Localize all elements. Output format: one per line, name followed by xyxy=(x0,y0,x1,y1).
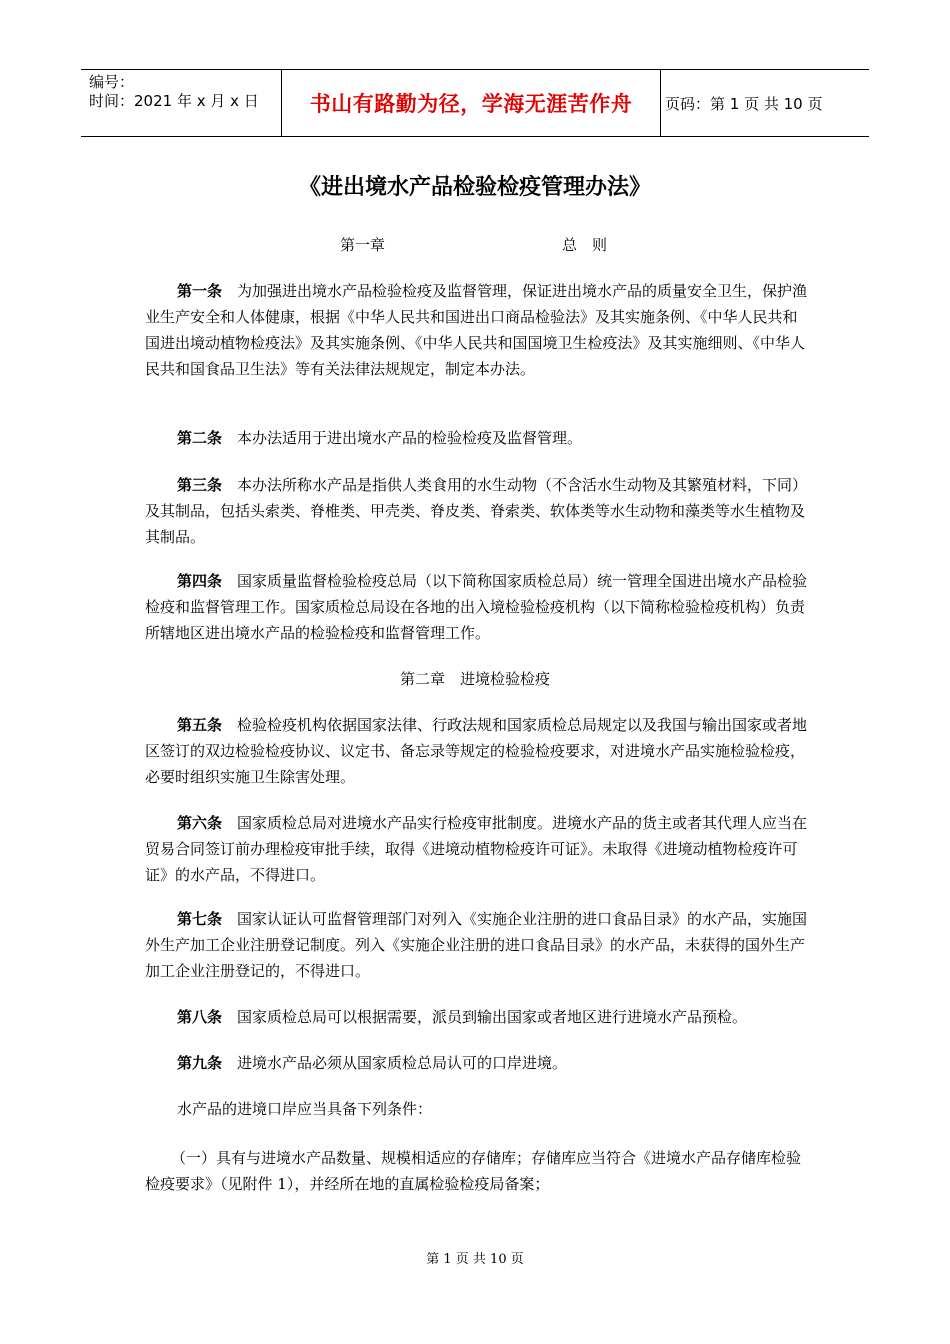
time-label: 时间：2021 年 x 月 x 日 xyxy=(89,92,259,110)
article-label: 第二条 xyxy=(177,429,223,447)
article-1 xyxy=(145,278,810,382)
header-page-info: 页码：第 1 页 共 10 页 xyxy=(665,94,823,113)
article-label: 第八条 xyxy=(177,1008,223,1026)
port-conditions-intro xyxy=(145,1096,810,1122)
article-text: 检验检疫机构依据国家法律、行政法规和国家质检总局规定以及我国与输出国家或者地区签订的双边检验检疫协议、议定书、备忘录等规定的检验检疫要求，对进境水产品实施检验检疫，必要时组织实施卫生除害处理。 xyxy=(145,716,808,786)
header-meta xyxy=(81,70,281,136)
article-3 xyxy=(145,472,810,550)
article-label: 第五条 xyxy=(177,716,223,734)
condition-1-text: （一）具有与进境水产品数量、规模相适应的存储库；存储库应当符合《进境水产品存储库检验检疫要求》（见附件 1），并经所在地的直属检验检疫局备案； xyxy=(145,1149,802,1193)
chapter2-heading: 第二章 进境检验检疫 xyxy=(399,670,550,688)
article-9 xyxy=(145,1050,810,1076)
article-label: 第九条 xyxy=(177,1054,223,1072)
article-2 xyxy=(145,425,810,451)
article-label: 第六条 xyxy=(177,814,223,832)
article-7 xyxy=(145,906,810,984)
number-label: 编号： xyxy=(89,73,135,91)
condition-1 xyxy=(145,1145,810,1197)
article-label: 第一条 xyxy=(177,282,223,300)
article-text: 为加强进出境水产品检验检疫及监督管理，保证进出境水产品的质量安全卫生，保护渔业生产安全和人体健康，根据《中华人民共和国进出口商品检验法》及其实施条例、《中华人民共和国进出境动植物检疫法》及其实施条例、《中华人民共和国国境卫生检疫法》及其实施细则、《中华人民共和国食品卫生法》等有关法律法规规定，制定本办法。 xyxy=(145,282,808,378)
page-footer: 第 1 页 共 10 页 xyxy=(426,1252,524,1267)
article-text: 进境水产品必须从国家质检总局认可的口岸进境。 xyxy=(237,1054,568,1072)
article-text: 国家质检总局对进境水产品实行检疫审批制度。进境水产品的货主或者其代理人应当在贸易合同签订前办理检疫审批手续，取得《进境动植物检疫许可证》。未取得《进境动植物检疫许可证》的水产品，不得进口。 xyxy=(145,814,808,884)
article-4 xyxy=(145,568,810,646)
chapter1-number: 第一章 xyxy=(340,236,386,254)
port-conditions-text: 水产品的进境口岸应当具备下列条件： xyxy=(177,1100,433,1118)
article-8 xyxy=(145,1004,810,1030)
header-motto: 书山有路勤为径，学海无涯苦作舟 xyxy=(281,70,661,136)
article-6 xyxy=(145,810,810,888)
article-text: 国家质检总局可以根据需要，派员到输出国家或者地区进行进境水产品预检。 xyxy=(237,1008,748,1026)
article-text: 国家质量监督检验检疫总局（以下简称国家质检总局）统一管理全国进出境水产品检验检疫和监督管理工作。国家质检总局设在各地的出入境检验检疫机构（以下简称检验检疫机构）负责所辖地区进出境水产品的检验检疫和监督管理工作。 xyxy=(145,572,808,642)
article-5 xyxy=(145,712,810,790)
article-label: 第四条 xyxy=(177,572,223,590)
chapter1-name: 总 则 xyxy=(562,236,608,254)
article-text: 本办法适用于进出境水产品的检验检疫及监督管理。 xyxy=(237,429,583,447)
article-label: 第三条 xyxy=(177,476,223,494)
article-label: 第七条 xyxy=(177,910,223,928)
document-header xyxy=(81,69,869,137)
document-title: 《进出境水产品检验检疫管理办法》 xyxy=(298,175,651,200)
article-text: 本办法所称水产品是指供人类食用的水生动物（不含活水生动物及其繁殖材料，下同）及其制品，包括头索类、脊椎类、甲壳类、脊皮类、脊索类、软体类等水生动物和藻类等水生植物及其制品。 xyxy=(145,476,808,546)
article-text: 国家认证认可监督管理部门对列入《实施企业注册的进口食品目录》的水产品，实施国外生产加工企业注册登记制度。列入《实施企业注册的进口食品目录》的水产品，未获得的国外生产加工企业注册登记的，不得进口。 xyxy=(145,910,808,980)
